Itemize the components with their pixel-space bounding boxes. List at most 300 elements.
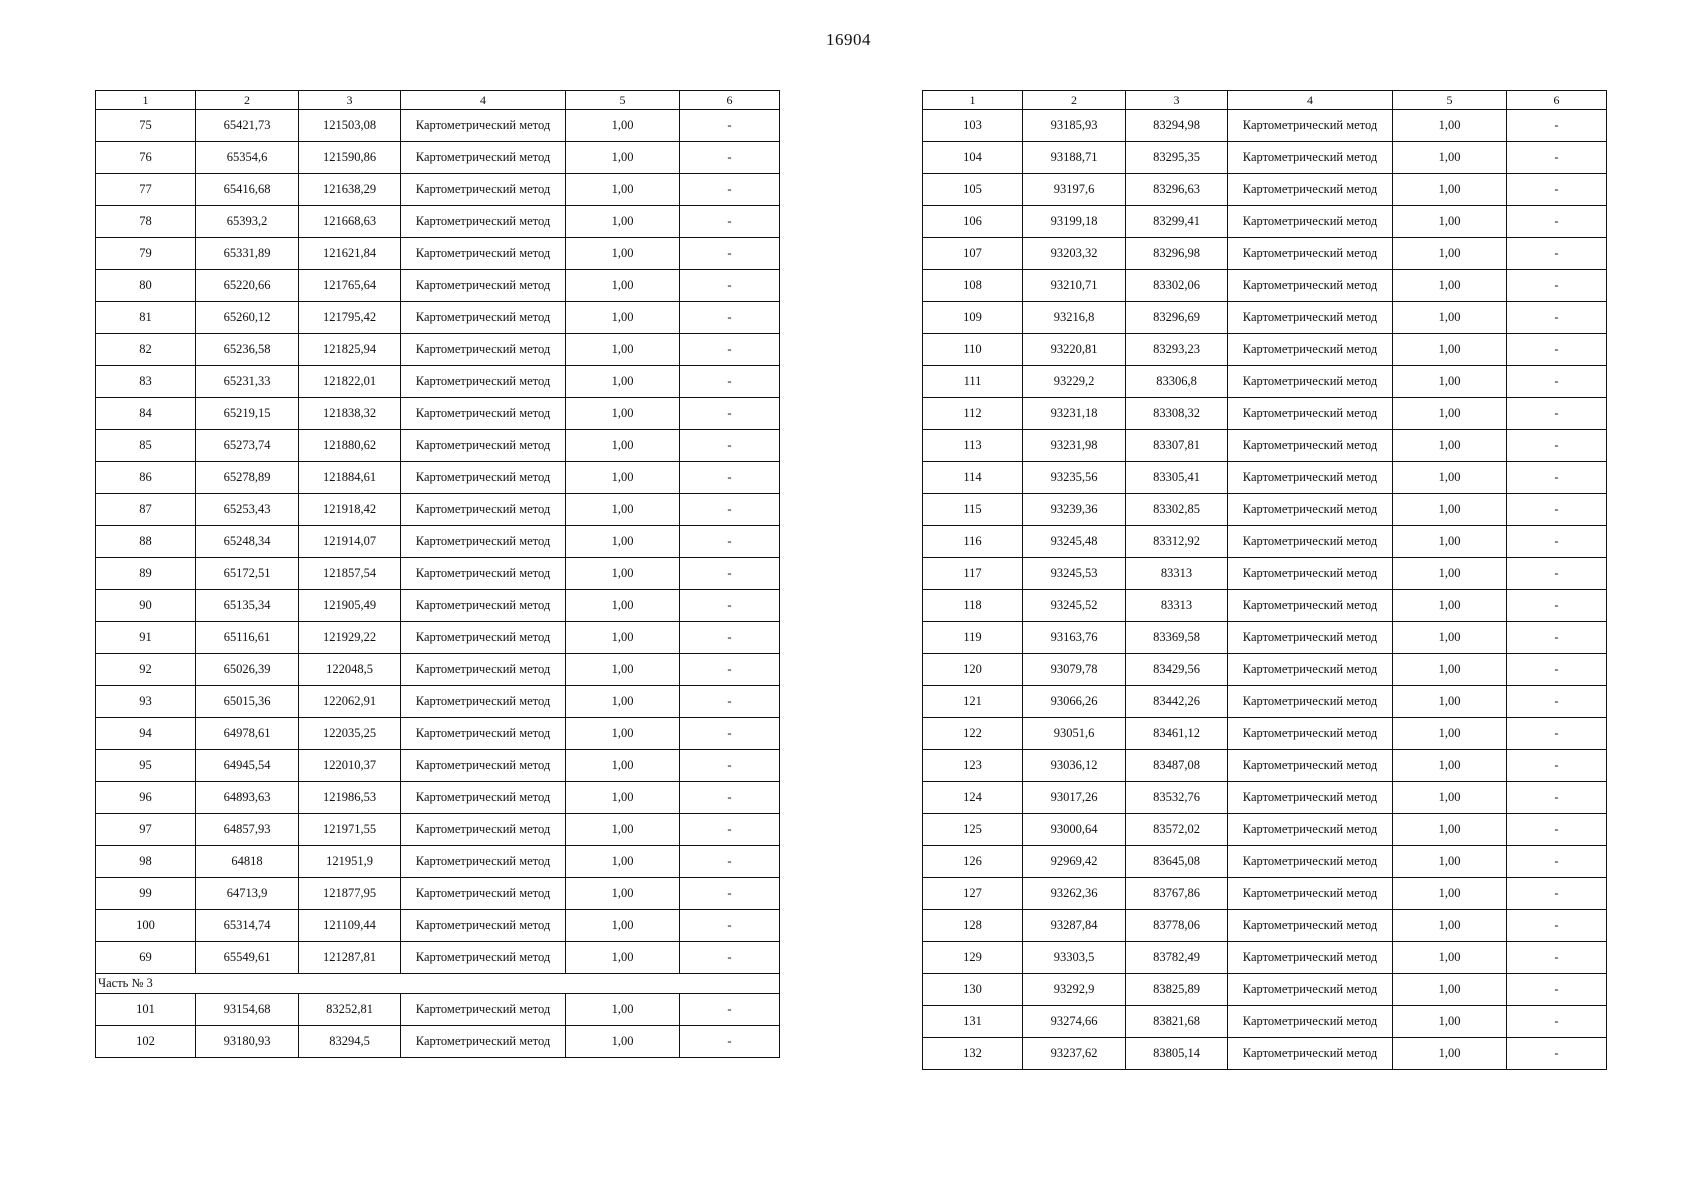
point-number-cell: 96 [96,782,196,814]
table-row [96,846,780,878]
description-cell: - [680,238,780,270]
right-table-body [923,110,1607,1070]
method-cell: Картометрический метод [401,238,566,270]
x-coordinate-cell: 93274,66 [1023,1006,1126,1038]
y-coordinate-cell: 122010,37 [299,750,401,782]
method-cell: Картометрический метод [1228,654,1393,686]
point-number-cell: 116 [923,526,1023,558]
point-number-cell: 95 [96,750,196,782]
accuracy-cell: 1,00 [566,718,680,750]
method-cell: Картометрический метод [1228,494,1393,526]
description-cell: - [1507,462,1607,494]
table-row [923,206,1607,238]
x-coordinate-cell: 93199,18 [1023,206,1126,238]
point-number-cell: 80 [96,270,196,302]
method-cell: Картометрический метод [401,334,566,366]
accuracy-cell: 1,00 [566,398,680,430]
accuracy-cell: 1,00 [1393,398,1507,430]
method-cell: Картометрический метод [401,814,566,846]
description-cell: - [1507,334,1607,366]
x-coordinate-cell: 65354,6 [196,142,299,174]
right-table-header [923,91,1607,110]
accuracy-cell: 1,00 [1393,238,1507,270]
description-cell: - [1507,686,1607,718]
description-cell: - [680,718,780,750]
point-number-cell: 110 [923,334,1023,366]
point-number-cell: 100 [96,910,196,942]
accuracy-cell: 1,00 [566,526,680,558]
accuracy-cell: 1,00 [566,1026,680,1058]
description-cell: - [680,334,780,366]
table-row [923,334,1607,366]
y-coordinate-cell: 83307,81 [1126,430,1228,462]
y-coordinate-cell: 83442,26 [1126,686,1228,718]
accuracy-cell: 1,00 [1393,110,1507,142]
accuracy-cell: 1,00 [1393,174,1507,206]
description-cell: - [1507,270,1607,302]
table-row [96,942,780,974]
point-number-cell: 87 [96,494,196,526]
method-cell: Картометрический метод [1228,782,1393,814]
table-row [923,238,1607,270]
y-coordinate-cell: 83767,86 [1126,878,1228,910]
point-number-cell: 115 [923,494,1023,526]
point-number-cell: 125 [923,814,1023,846]
accuracy-cell: 1,00 [1393,750,1507,782]
table-row [96,1026,780,1058]
method-cell: Картометрический метод [401,462,566,494]
description-cell: - [680,654,780,686]
point-number-cell: 102 [96,1026,196,1058]
y-coordinate-cell: 121905,49 [299,590,401,622]
header-row [96,91,780,110]
accuracy-cell: 1,00 [1393,366,1507,398]
point-number-cell: 103 [923,110,1023,142]
y-coordinate-cell: 83805,14 [1126,1038,1228,1070]
x-coordinate-cell: 93237,62 [1023,1038,1126,1070]
accuracy-cell: 1,00 [566,782,680,814]
point-number-cell: 84 [96,398,196,430]
method-cell: Картометрический метод [401,110,566,142]
point-number-cell: 94 [96,718,196,750]
table-row [923,654,1607,686]
y-coordinate-cell: 122035,25 [299,718,401,750]
column-header-5: 5 [566,91,680,110]
table-row [923,622,1607,654]
point-number-cell: 81 [96,302,196,334]
method-cell: Картометрический метод [401,590,566,622]
x-coordinate-cell: 93245,48 [1023,526,1126,558]
column-header-2: 2 [196,91,299,110]
x-coordinate-cell: 93239,36 [1023,494,1126,526]
accuracy-cell: 1,00 [566,942,680,974]
x-coordinate-cell: 93245,52 [1023,590,1126,622]
description-cell: - [680,270,780,302]
table-row [923,270,1607,302]
description-cell: - [1507,878,1607,910]
description-cell: - [680,750,780,782]
point-number-cell: 93 [96,686,196,718]
description-cell: - [1507,750,1607,782]
table-row [96,686,780,718]
method-cell: Картометрический метод [401,846,566,878]
table-row [923,974,1607,1006]
table-row [923,750,1607,782]
accuracy-cell: 1,00 [1393,334,1507,366]
table-row [96,366,780,398]
x-coordinate-cell: 65393,2 [196,206,299,238]
y-coordinate-cell: 121822,01 [299,366,401,398]
x-coordinate-cell: 93188,71 [1023,142,1126,174]
x-coordinate-cell: 93262,36 [1023,878,1126,910]
x-coordinate-cell: 93216,8 [1023,302,1126,334]
description-cell: - [680,430,780,462]
description-cell: - [1507,526,1607,558]
y-coordinate-cell: 83572,02 [1126,814,1228,846]
table-row [923,718,1607,750]
x-coordinate-cell: 65219,15 [196,398,299,430]
accuracy-cell: 1,00 [1393,878,1507,910]
accuracy-cell: 1,00 [1393,558,1507,590]
x-coordinate-cell: 65116,61 [196,622,299,654]
point-number-cell: 98 [96,846,196,878]
point-number-cell: 105 [923,174,1023,206]
x-coordinate-cell: 93220,81 [1023,334,1126,366]
accuracy-cell: 1,00 [566,654,680,686]
x-coordinate-cell: 93231,18 [1023,398,1126,430]
point-number-cell: 82 [96,334,196,366]
y-coordinate-cell: 121109,44 [299,910,401,942]
accuracy-cell: 1,00 [1393,270,1507,302]
accuracy-cell: 1,00 [566,622,680,654]
description-cell: - [680,366,780,398]
point-number-cell: 119 [923,622,1023,654]
y-coordinate-cell: 121621,84 [299,238,401,270]
description-cell: - [680,110,780,142]
table-row [923,814,1607,846]
x-coordinate-cell: 93180,93 [196,1026,299,1058]
y-coordinate-cell: 83296,63 [1126,174,1228,206]
x-coordinate-cell: 65248,34 [196,526,299,558]
column-header-6: 6 [1507,91,1607,110]
description-cell: - [680,878,780,910]
table-row [96,174,780,206]
description-cell: - [680,590,780,622]
x-coordinate-cell: 65549,61 [196,942,299,974]
y-coordinate-cell: 121825,94 [299,334,401,366]
x-coordinate-cell: 93231,98 [1023,430,1126,462]
table-row [96,814,780,846]
description-cell: - [680,142,780,174]
method-cell: Картометрический метод [401,910,566,942]
y-coordinate-cell: 83308,32 [1126,398,1228,430]
point-number-cell: 106 [923,206,1023,238]
accuracy-cell: 1,00 [566,910,680,942]
point-number-cell: 77 [96,174,196,206]
accuracy-cell: 1,00 [1393,590,1507,622]
point-number-cell: 109 [923,302,1023,334]
x-coordinate-cell: 93185,93 [1023,110,1126,142]
description-cell: - [680,782,780,814]
description-cell: - [680,994,780,1026]
x-coordinate-cell: 65416,68 [196,174,299,206]
x-coordinate-cell: 65273,74 [196,430,299,462]
x-coordinate-cell: 92969,42 [1023,846,1126,878]
x-coordinate-cell: 93245,53 [1023,558,1126,590]
point-number-cell: 121 [923,686,1023,718]
y-coordinate-cell: 83305,41 [1126,462,1228,494]
table-row [923,846,1607,878]
table-row [96,238,780,270]
table-row [923,1006,1607,1038]
y-coordinate-cell: 121668,63 [299,206,401,238]
x-coordinate-cell: 65236,58 [196,334,299,366]
x-coordinate-cell: 64857,93 [196,814,299,846]
point-number-cell: 89 [96,558,196,590]
method-cell: Картометрический метод [401,526,566,558]
method-cell: Картометрический метод [401,942,566,974]
description-cell: - [1507,558,1607,590]
method-cell: Картометрический метод [1228,1038,1393,1070]
point-number-cell: 114 [923,462,1023,494]
method-cell: Картометрический метод [1228,814,1393,846]
table-row [923,110,1607,142]
method-cell: Картометрический метод [401,686,566,718]
y-coordinate-cell: 83293,23 [1126,334,1228,366]
method-cell: Картометрический метод [1228,398,1393,430]
point-number-cell: 78 [96,206,196,238]
y-coordinate-cell: 121884,61 [299,462,401,494]
y-coordinate-cell: 121971,55 [299,814,401,846]
description-cell: - [680,302,780,334]
description-cell: - [1507,366,1607,398]
description-cell: - [1507,942,1607,974]
x-coordinate-cell: 93303,5 [1023,942,1126,974]
method-cell: Картометрический метод [1228,846,1393,878]
point-number-cell: 75 [96,110,196,142]
table-row [96,142,780,174]
accuracy-cell: 1,00 [1393,1006,1507,1038]
point-number-cell: 108 [923,270,1023,302]
method-cell: Картометрический метод [401,206,566,238]
table-row [96,430,780,462]
description-cell: - [1507,974,1607,1006]
page-number: 16904 [826,30,871,49]
y-coordinate-cell: 121914,07 [299,526,401,558]
accuracy-cell: 1,00 [566,686,680,718]
description-cell: - [680,398,780,430]
x-coordinate-cell: 65260,12 [196,302,299,334]
accuracy-cell: 1,00 [1393,462,1507,494]
method-cell: Картометрический метод [1228,238,1393,270]
method-cell: Картометрический метод [401,878,566,910]
table-row [96,750,780,782]
accuracy-cell: 1,00 [566,462,680,494]
method-cell: Картометрический метод [1228,462,1393,494]
description-cell: - [680,462,780,494]
method-cell: Картометрический метод [1228,686,1393,718]
column-header-4: 4 [1228,91,1393,110]
x-coordinate-cell: 65172,51 [196,558,299,590]
x-coordinate-cell: 93154,68 [196,994,299,1026]
column-header-5: 5 [1393,91,1507,110]
accuracy-cell: 1,00 [1393,974,1507,1006]
description-cell: - [680,174,780,206]
accuracy-cell: 1,00 [566,750,680,782]
description-cell: - [1507,238,1607,270]
left-coordinates-table [95,90,780,1058]
y-coordinate-cell: 121765,64 [299,270,401,302]
method-cell: Картометрический метод [1228,110,1393,142]
table-row [96,398,780,430]
method-cell: Картометрический метод [1228,270,1393,302]
accuracy-cell: 1,00 [1393,718,1507,750]
table-row [96,206,780,238]
table-row [923,686,1607,718]
description-cell: - [1507,654,1607,686]
accuracy-cell: 1,00 [1393,942,1507,974]
point-number-cell: 88 [96,526,196,558]
point-number-cell: 79 [96,238,196,270]
x-coordinate-cell: 65253,43 [196,494,299,526]
point-number-cell: 91 [96,622,196,654]
accuracy-cell: 1,00 [1393,654,1507,686]
description-cell: - [1507,622,1607,654]
y-coordinate-cell: 121880,62 [299,430,401,462]
method-cell: Картометрический метод [1228,974,1393,1006]
table-row [96,994,780,1026]
method-cell: Картометрический метод [1228,142,1393,174]
point-number-cell: 92 [96,654,196,686]
y-coordinate-cell: 83295,35 [1126,142,1228,174]
method-cell: Картометрический метод [401,782,566,814]
x-coordinate-cell: 65135,34 [196,590,299,622]
method-cell: Картометрический метод [401,430,566,462]
x-coordinate-cell: 93203,32 [1023,238,1126,270]
accuracy-cell: 1,00 [566,846,680,878]
y-coordinate-cell: 121951,9 [299,846,401,878]
table-row [96,494,780,526]
y-coordinate-cell: 83532,76 [1126,782,1228,814]
table-row [96,462,780,494]
y-coordinate-cell: 121877,95 [299,878,401,910]
y-coordinate-cell: 121287,81 [299,942,401,974]
x-coordinate-cell: 93051,6 [1023,718,1126,750]
description-cell: - [1507,398,1607,430]
table-row [96,782,780,814]
method-cell: Картометрический метод [401,718,566,750]
point-number-cell: 101 [96,994,196,1026]
y-coordinate-cell: 121795,42 [299,302,401,334]
description-cell: - [1507,206,1607,238]
y-coordinate-cell: 83312,92 [1126,526,1228,558]
point-number-cell: 90 [96,590,196,622]
method-cell: Картометрический метод [1228,302,1393,334]
method-cell: Картометрический метод [401,750,566,782]
column-header-4: 4 [401,91,566,110]
point-number-cell: 131 [923,1006,1023,1038]
accuracy-cell: 1,00 [1393,206,1507,238]
method-cell: Картометрический метод [1228,910,1393,942]
method-cell: Картометрический метод [401,174,566,206]
accuracy-cell: 1,00 [1393,302,1507,334]
y-coordinate-cell: 83294,5 [299,1026,401,1058]
method-cell: Картометрический метод [1228,942,1393,974]
table-row [96,622,780,654]
y-coordinate-cell: 83782,49 [1126,942,1228,974]
method-cell: Картометрический метод [401,494,566,526]
description-cell: - [1507,814,1607,846]
table-row [923,302,1607,334]
accuracy-cell: 1,00 [566,494,680,526]
description-cell: - [680,526,780,558]
table-row [96,302,780,334]
x-coordinate-cell: 93036,12 [1023,750,1126,782]
point-number-cell: 130 [923,974,1023,1006]
accuracy-cell: 1,00 [1393,814,1507,846]
x-coordinate-cell: 65220,66 [196,270,299,302]
x-coordinate-cell: 64978,61 [196,718,299,750]
point-number-cell: 123 [923,750,1023,782]
point-number-cell: 99 [96,878,196,910]
description-cell: - [1507,174,1607,206]
point-number-cell: 122 [923,718,1023,750]
point-number-cell: 85 [96,430,196,462]
description-cell: - [1507,494,1607,526]
x-coordinate-cell: 64818 [196,846,299,878]
y-coordinate-cell: 121590,86 [299,142,401,174]
accuracy-cell: 1,00 [1393,846,1507,878]
table-row [923,878,1607,910]
accuracy-cell: 1,00 [566,270,680,302]
accuracy-cell: 1,00 [566,590,680,622]
table-row [96,558,780,590]
accuracy-cell: 1,00 [1393,686,1507,718]
y-coordinate-cell: 121838,32 [299,398,401,430]
column-header-3: 3 [299,91,401,110]
description-cell: - [1507,718,1607,750]
table-row [923,462,1607,494]
x-coordinate-cell: 65278,89 [196,462,299,494]
point-number-cell: 126 [923,846,1023,878]
description-cell: - [680,558,780,590]
method-cell: Картометрический метод [401,302,566,334]
y-coordinate-cell: 121638,29 [299,174,401,206]
x-coordinate-cell: 93287,84 [1023,910,1126,942]
point-number-cell: 107 [923,238,1023,270]
description-cell: - [680,910,780,942]
right-coordinates-table [922,90,1607,1070]
accuracy-cell: 1,00 [566,366,680,398]
description-cell: - [1507,590,1607,622]
y-coordinate-cell: 83302,85 [1126,494,1228,526]
x-coordinate-cell: 64713,9 [196,878,299,910]
point-number-cell: 118 [923,590,1023,622]
method-cell: Картометрический метод [1228,622,1393,654]
y-coordinate-cell: 122062,91 [299,686,401,718]
point-number-cell: 69 [96,942,196,974]
y-coordinate-cell: 83299,41 [1126,206,1228,238]
description-cell: - [680,622,780,654]
point-number-cell: 97 [96,814,196,846]
method-cell: Картометрический метод [1228,718,1393,750]
accuracy-cell: 1,00 [566,302,680,334]
table-row [923,1038,1607,1070]
y-coordinate-cell: 83429,56 [1126,654,1228,686]
x-coordinate-cell: 65314,74 [196,910,299,942]
accuracy-cell: 1,00 [566,334,680,366]
y-coordinate-cell: 83821,68 [1126,1006,1228,1038]
